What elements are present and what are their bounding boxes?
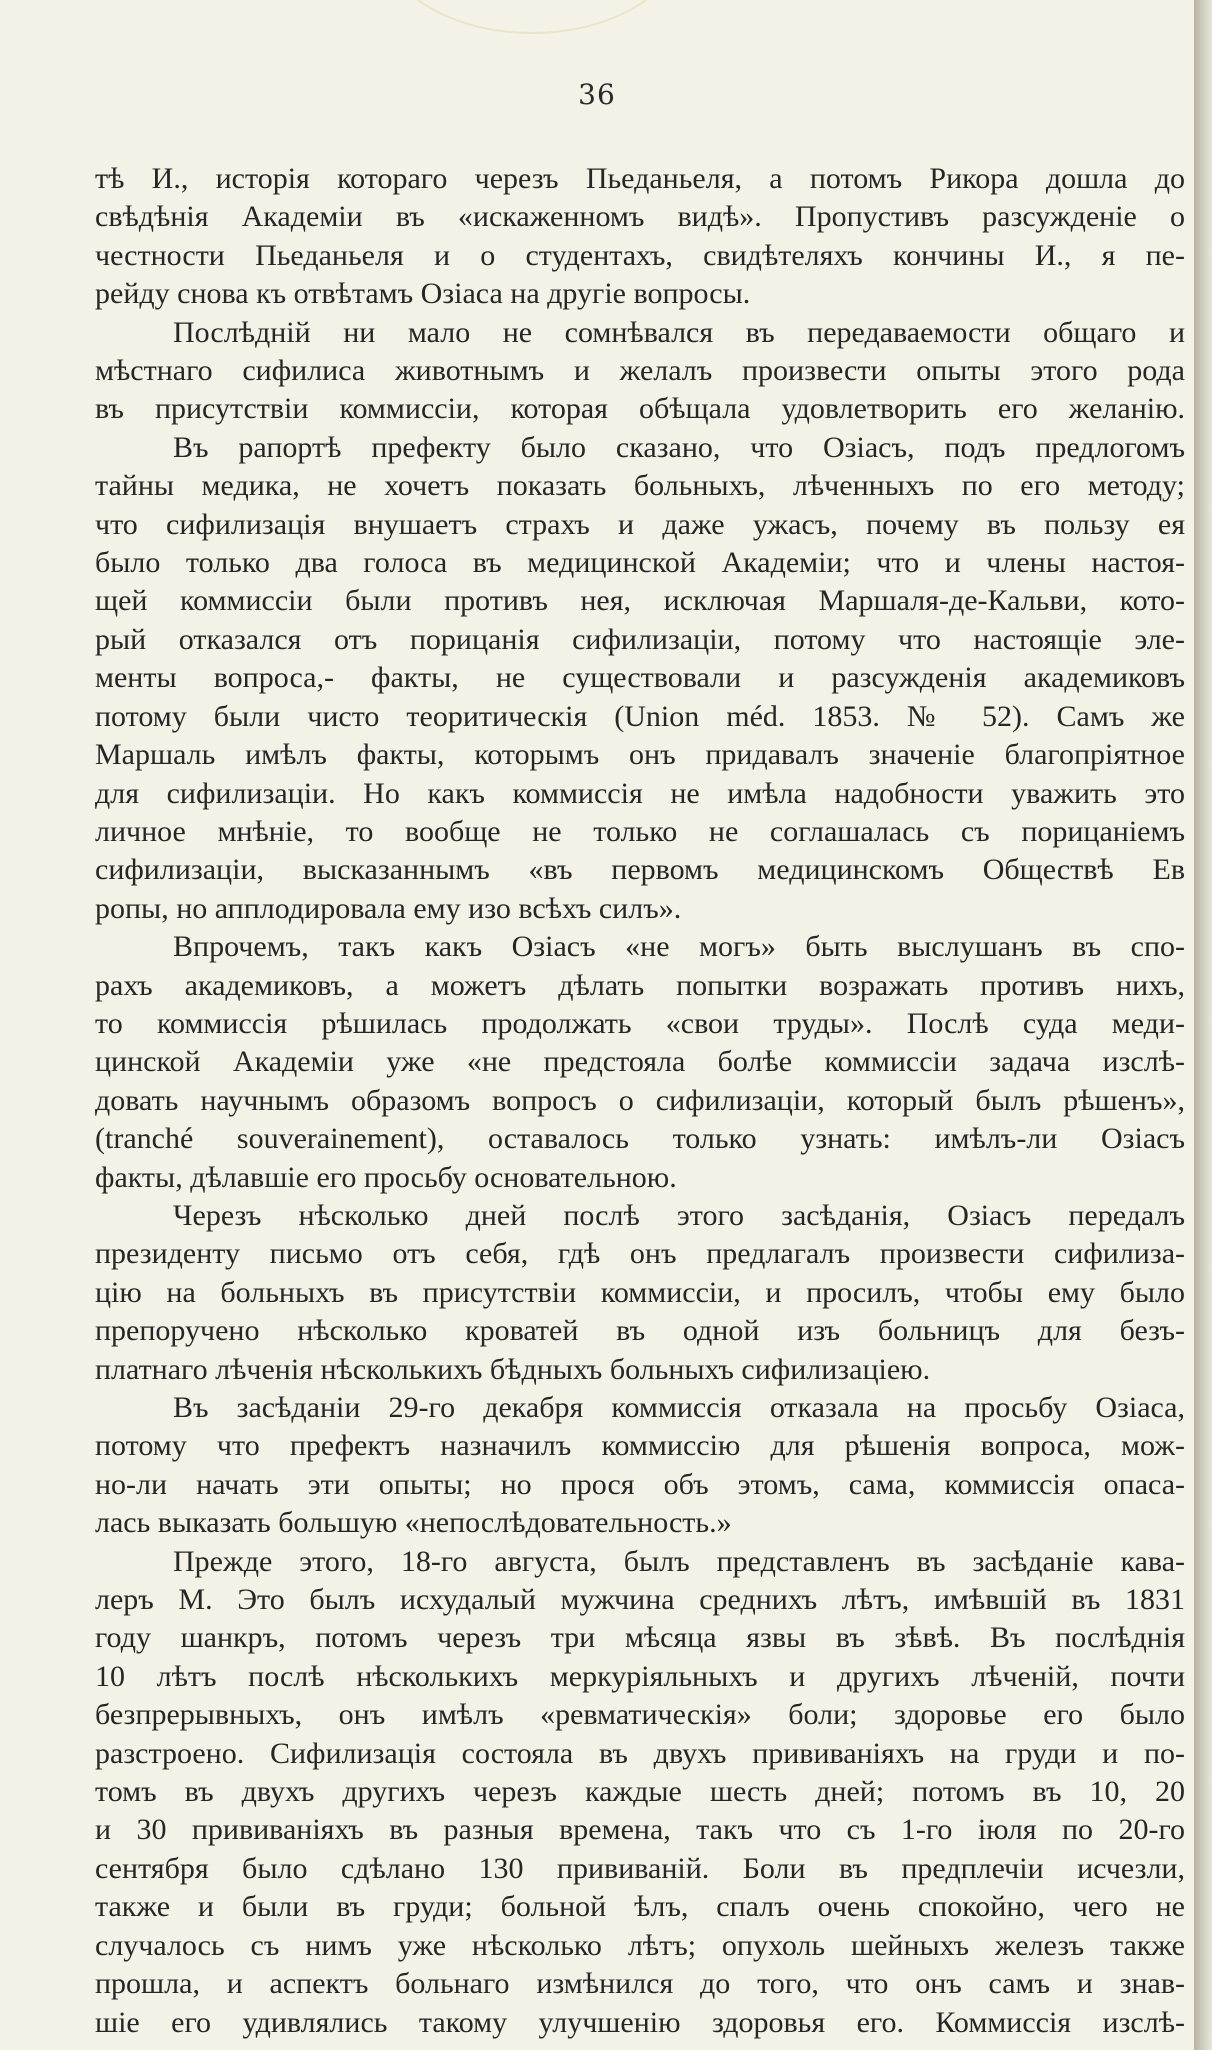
text-line: томъ въ двухъ другихъ черезъ каждые шесть дней; потомъ въ 10, 20 <box>95 1775 1185 1809</box>
text-line: честности Пьеданьеля и о студентахъ, свидѣтеляхъ кончины И., я пе- <box>95 238 1185 272</box>
text-line: препоручено нѣсколько кроватей въ одной изъ больницъ для безъ- <box>95 1314 1185 1348</box>
text-line: потому что префектъ назначилъ коммиссію для рѣшенія вопроса, мож- <box>95 1429 1185 1463</box>
library-stamp-arc <box>380 0 684 34</box>
text-line: было только два голоса въ медицинской Академіи; что и члены настоя- <box>95 546 1185 580</box>
text-line: Въ рапортѣ префекту было сказано, что Озіасъ, подъ предлогомъ <box>173 430 1185 464</box>
text-line: Маршаль имѣлъ факты, которымъ онъ придавалъ значеніе благопріятное <box>95 738 1185 772</box>
text-line: Послѣдній ни мало не сомнѣвался въ передаваемости общаго и <box>173 315 1185 349</box>
body-text <box>95 160 1185 2042</box>
text-line: лась выказать большую «непослѣдовательность.» <box>95 1506 732 1540</box>
text-line: прошла, и аспектъ больнаго измѣнился до того, что онъ самъ и знав- <box>95 1967 1185 2001</box>
text-line: и 30 прививаніяхъ въ разныя времена, такъ что съ 1-го іюля по 20-го <box>95 1813 1185 1847</box>
text-line: свѣдѣнія Академіи въ «искаженномъ видѣ». Пропустивъ разсужденіе о <box>95 200 1185 234</box>
text-line: тѣ И., исторія котораго черезъ Пьеданьеля, а потомъ Рикора дошла до <box>95 162 1185 195</box>
text-line: что сифилизація внушаетъ страхъ и даже ужасъ, почему въ пользу ея <box>95 507 1185 541</box>
page-edge-shadow <box>1194 0 1212 2050</box>
text-line: цинской Академіи уже «не предстояла болѣе коммиссіи задача изслѣ- <box>95 1045 1185 1079</box>
text-line: 10 лѣтъ послѣ нѣсколькихъ меркуріяльныхъ и другихъ лѣченій, почти <box>95 1659 1185 1693</box>
text-line: шіе его удивлялись такому улучшенію здоровья его. Коммиссія изслѣ- <box>95 2005 1185 2039</box>
text-line: сентября было сдѣлано 130 прививаній. Боли въ предплечіи исчезли, <box>95 1851 1185 1885</box>
text-line: Черезъ нѣсколько дней послѣ этого засѣданія, Озіасъ передалъ <box>173 1198 1185 1232</box>
text-line: но-ли начать эти опыты; но прося объ этомъ, сама, коммиссія опаса- <box>95 1467 1185 1501</box>
text-line: для сифилизаціи. Но какъ коммиссія не имѣла надобности уважить это <box>95 776 1185 810</box>
text-line: потому были чисто теоритическія (Union méd. 1853. № 52). Самъ же <box>95 699 1185 733</box>
text-line: факты, дѣлавшіе его просьбу основательною. <box>95 1160 677 1194</box>
text-line: Прежде этого, 18-го августа, былъ представленъ въ засѣданіе кава- <box>173 1544 1185 1578</box>
text-line: тайны медика, не хочетъ показать больныхъ, лѣченныхъ по его методу; <box>95 469 1185 503</box>
text-line: рый отказался отъ порицанія сифилизаціи, потому что настоящіе эле- <box>95 622 1185 656</box>
text-line: безпрерывныхъ, онъ имѣлъ «ревматическія» боли; здоровье его было <box>95 1698 1185 1732</box>
page-number: 36 <box>578 78 616 111</box>
text-line: щей коммиссіи были противъ нея, исключая Маршаля-де-Кальви, кото- <box>95 584 1185 618</box>
text-line: личное мнѣніе, то вообще не только не соглашалась съ порицаніемъ <box>95 814 1185 848</box>
text-line: то коммиссія рѣшилась продолжать «свои труды». Послѣ суда меди- <box>95 1006 1185 1040</box>
text-line: въ присутствіи коммиссіи, которая обѣщала удовлетворить его желанію. <box>95 392 1185 426</box>
text-line: (tranché souverainement), оставалось только узнать: имѣлъ-ли Озіасъ <box>95 1122 1185 1156</box>
text-line: ропы, но апплодировала ему изо всѣхъ силъ». <box>95 891 682 925</box>
text-line: разстроено. Сифилизація состояла въ двухъ прививаніяхъ на груди и по- <box>95 1736 1185 1770</box>
text-line: леръ М. Это былъ исхудалый мужчина среднихъ лѣтъ, имѣвшій въ 1831 <box>95 1583 1185 1617</box>
text-line: Въ засѣданіи 29-го декабря коммиссія отказала на просьбу Озіаса, <box>173 1391 1185 1424</box>
text-line: также и были въ груди; больной ѣлъ, спалъ очень спокойно, чего не <box>95 1890 1185 1924</box>
text-line: президенту письмо отъ себя, гдѣ онъ предлагалъ произвести сифилиза- <box>95 1237 1185 1271</box>
text-line: рахъ академиковъ, а можетъ дѣлать попытки возражать противъ нихъ, <box>95 968 1185 1002</box>
text-line: сифилизаціи, высказаннымъ «въ первомъ медицинскомъ Обществѣ Ев <box>95 853 1185 887</box>
text-line: менты вопроса,- факты, не существовали и разсужденія академиковъ <box>95 661 1185 695</box>
text-line: платнаго лѣченія нѣсколькихъ бѣдныхъ больныхъ сифилизаціею. <box>95 1352 931 1386</box>
text-line: мѣстнаго сифилиса животнымъ и желалъ произвести опыты этого рода <box>95 354 1185 388</box>
text-line: рейду снова къ отвѣтамъ Озіаса на другіе вопросы. <box>95 277 751 311</box>
text-line: году шанкръ, потомъ черезъ три мѣсяца язвы въ зѣвѣ. Въ послѣднія <box>95 1621 1185 1655</box>
text-line: Впрочемъ, такъ какъ Озіасъ «не могъ» быть выслушанъ въ спо- <box>173 930 1185 964</box>
text-line: случалось съ нимъ уже нѣсколько лѣтъ; опухоль шейныхъ железъ также <box>95 1928 1185 1962</box>
text-line: довать научнымъ образомъ вопросъ о сифилизаціи, который былъ рѣшенъ», <box>95 1083 1185 1117</box>
text-line: цію на больныхъ въ присутствіи коммиссіи, и просилъ, чтобы ему было <box>95 1275 1185 1309</box>
